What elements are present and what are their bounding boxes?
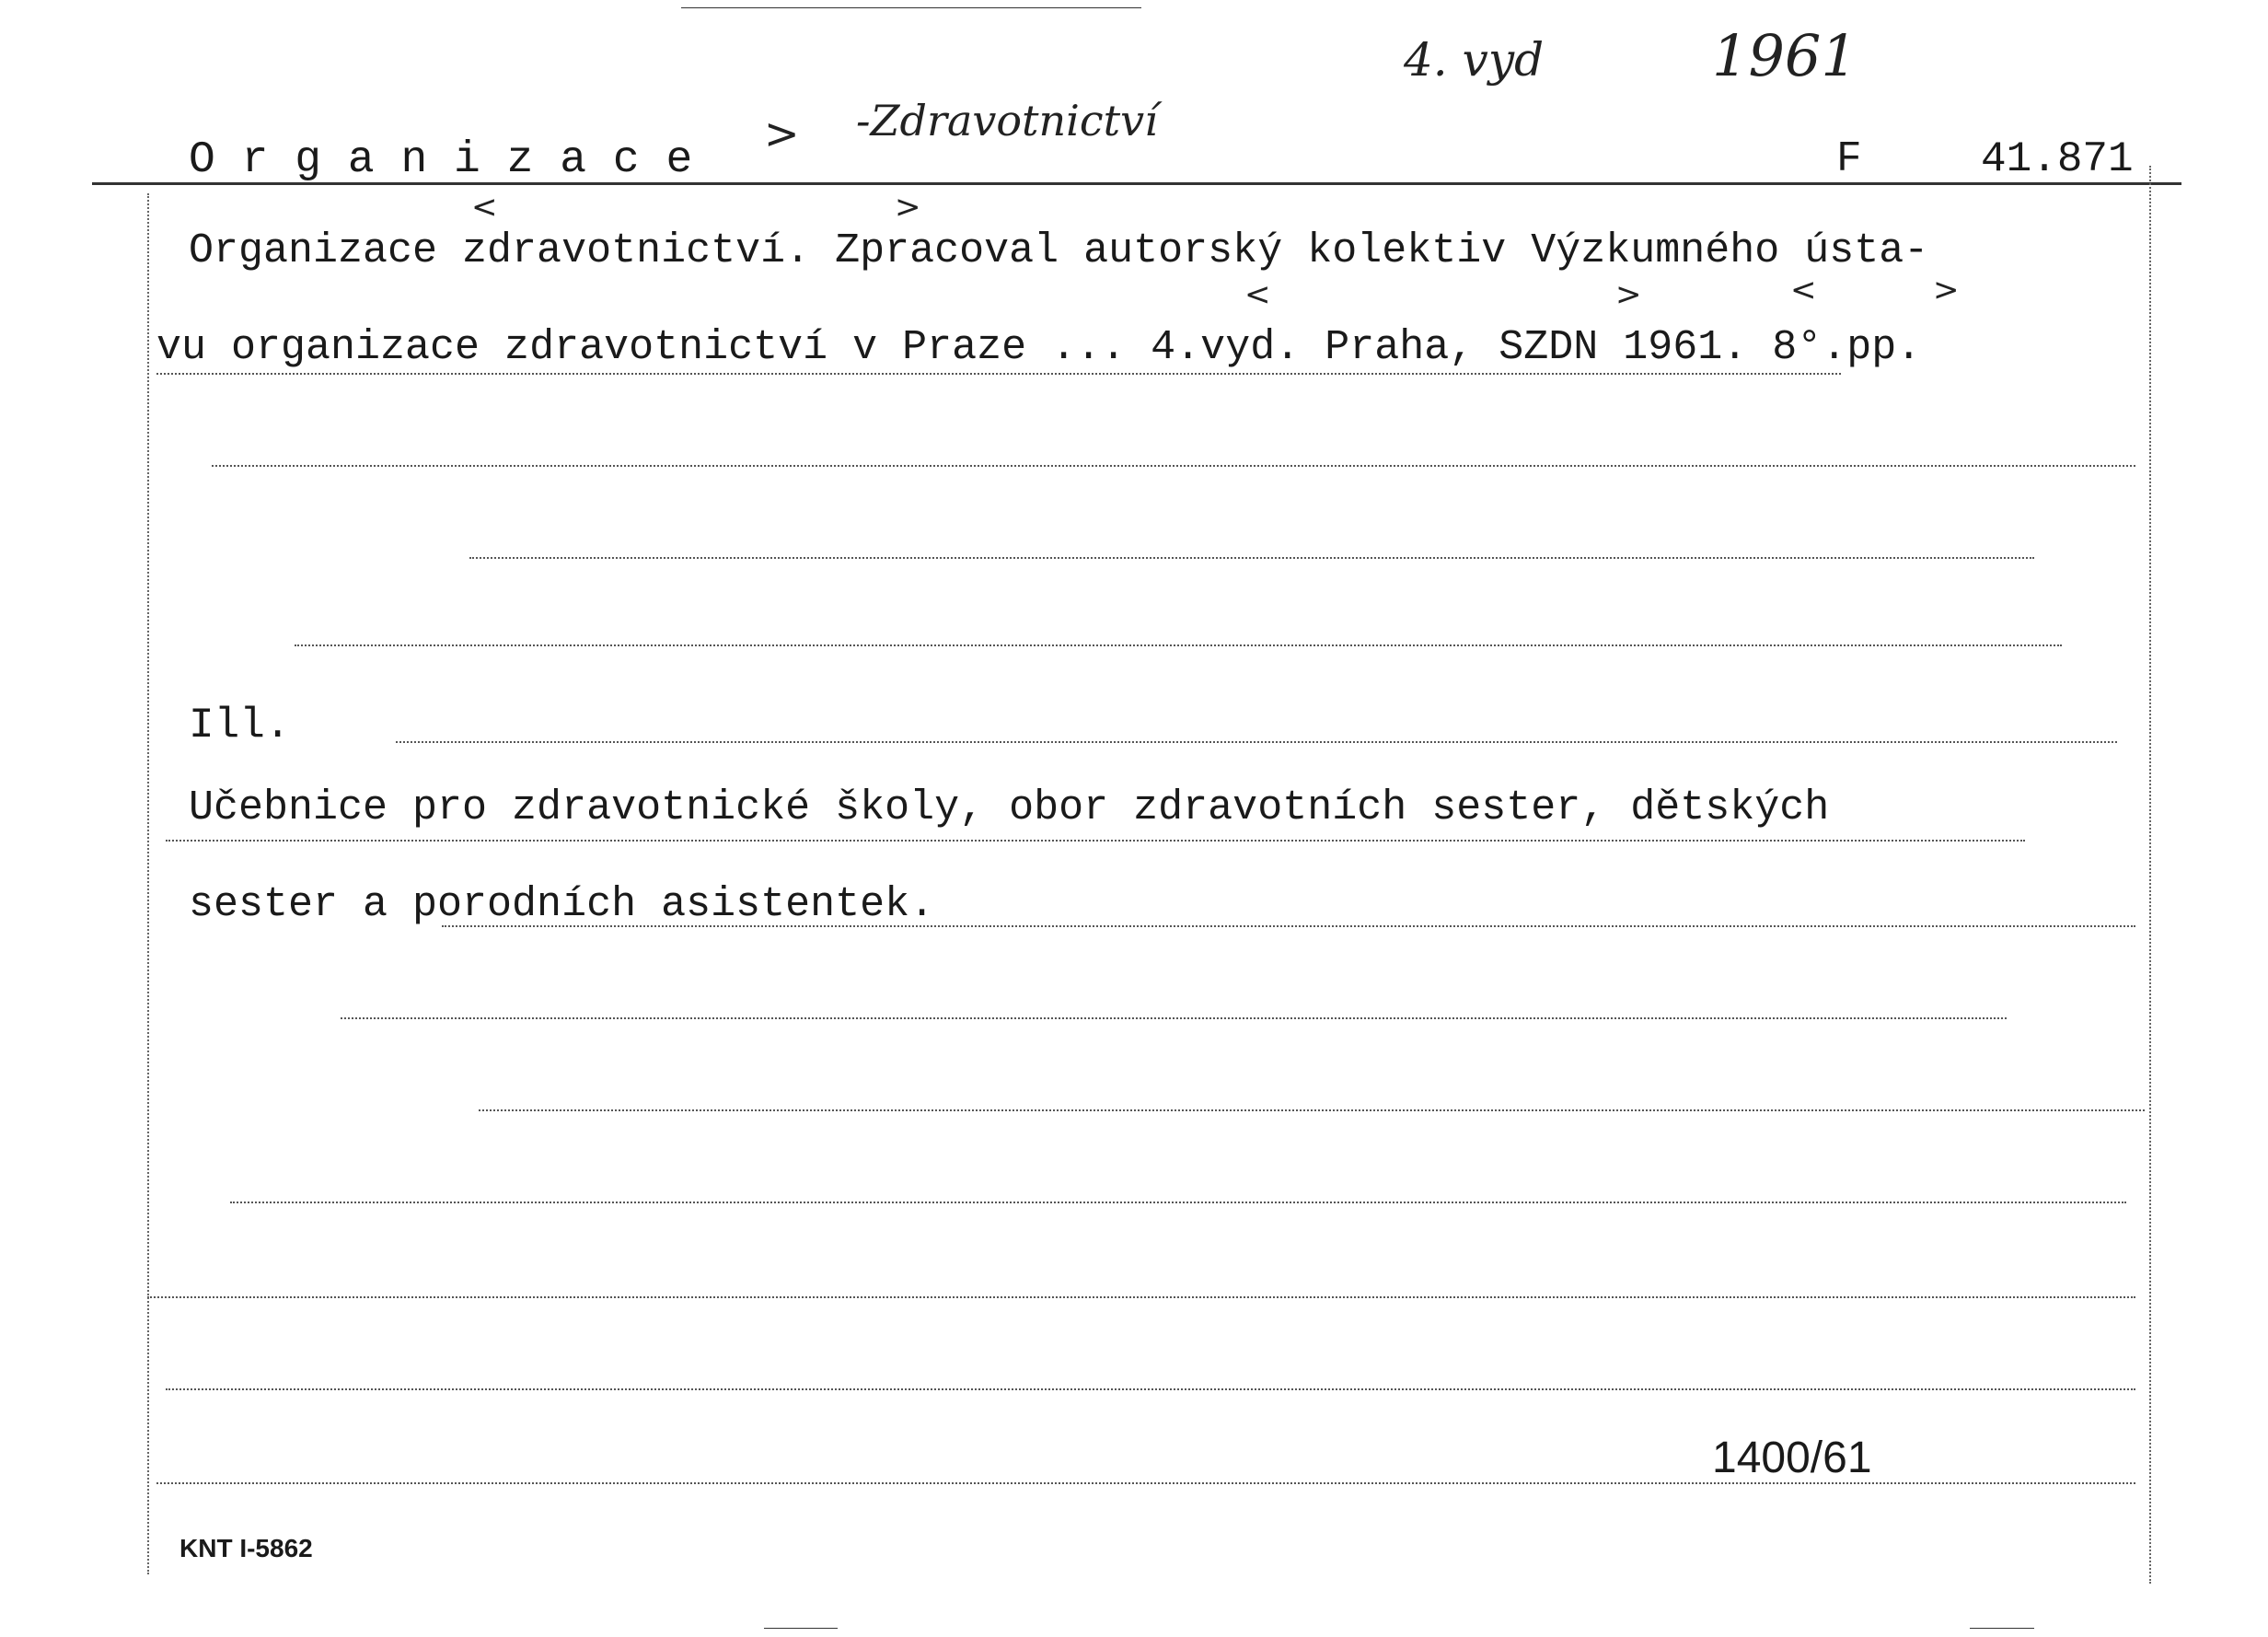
ruled-line	[396, 741, 2117, 743]
note-line-2: sester a porodních asistentek.	[189, 881, 935, 928]
bottom-edge-mark	[764, 1628, 838, 1629]
caron-mark: >	[1933, 272, 1960, 308]
entry-line-1: Organizace zdravotnictví. Zpracoval autorský kolektiv Výzkumného ústa-	[189, 227, 1929, 274]
handwritten-edition-note: 4. vyd	[1404, 33, 1545, 87]
ruled-line	[147, 1296, 2135, 1298]
ruled-line	[212, 465, 2135, 467]
entry-line-2: vu organizace zdravotnictví v Praze ... 4.vyd. Praha, SZDN 1961. 8°.pp.	[156, 324, 1922, 371]
left-margin-line	[147, 193, 149, 1574]
top-edge-mark	[681, 7, 1141, 8]
caron-mark: <	[1244, 276, 1271, 313]
caron-mark: <	[1790, 272, 1817, 308]
ruled-line	[479, 1109, 2145, 1111]
ruled-line	[166, 1388, 2135, 1390]
ruled-line	[156, 373, 1841, 375]
handwritten-subject-suffix: -Zdravotnictví	[856, 96, 1158, 145]
bottom-edge-mark	[1970, 1628, 2034, 1629]
caron-mark: <	[471, 189, 498, 226]
right-margin-line	[2149, 166, 2151, 1584]
ruled-line	[341, 1017, 2007, 1019]
ruled-line	[442, 925, 2135, 927]
ruled-line	[166, 840, 2025, 842]
ruled-line	[469, 557, 2034, 559]
ruled-line	[156, 1482, 2135, 1484]
accession-number: 1400/61	[1712, 1434, 1872, 1482]
shelf-prefix: F	[1836, 135, 1862, 183]
note-line-1: Učebnice pro zdravotnické školy, obor zdravotních sester, dětských	[189, 784, 1830, 831]
ruled-line	[295, 644, 2062, 646]
handwritten-year-note: 1961	[1712, 22, 1857, 89]
header-rule	[92, 182, 2181, 185]
subject-heading: O r g a n i z a c e	[189, 135, 693, 185]
illustrations-note: Ill.	[189, 702, 291, 749]
angle-bracket-right-mark: >	[764, 109, 800, 158]
shelf-number: 41.871	[1981, 135, 2134, 183]
ruled-line	[230, 1202, 2126, 1203]
caron-mark: >	[895, 189, 921, 226]
form-code: KNT I-5862	[179, 1534, 313, 1562]
caron-mark: >	[1615, 276, 1642, 313]
